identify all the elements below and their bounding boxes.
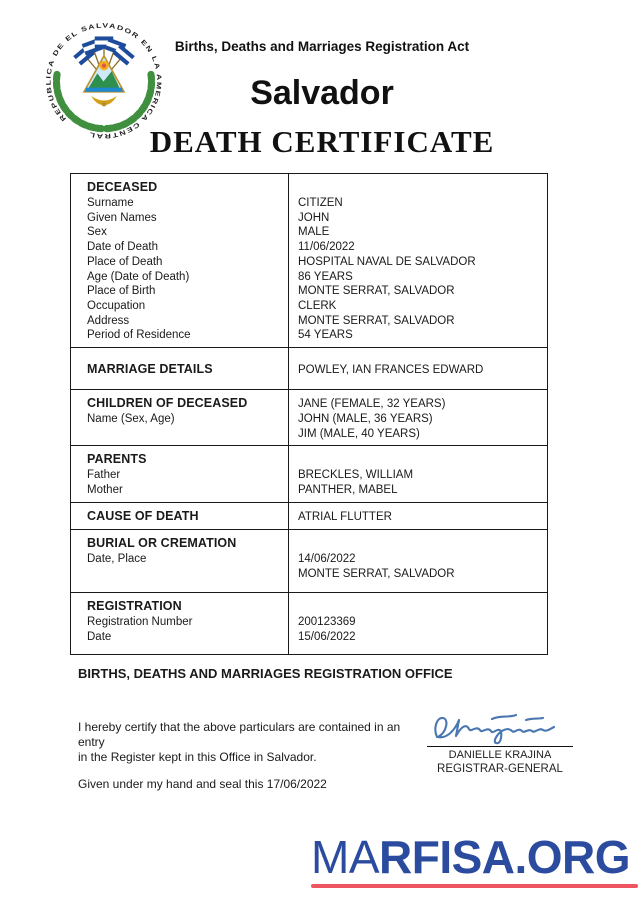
act-title: Births, Deaths and Marriages Registration Act bbox=[174, 39, 470, 54]
registrar-title: REGISTRAR-GENERAL bbox=[437, 762, 563, 775]
section-heading: CHILDREN OF DECEASED bbox=[87, 396, 248, 411]
field-label: Date of Death bbox=[87, 241, 158, 254]
section-marriage-details bbox=[71, 347, 547, 389]
field-value: MONTE SERRAT, SALVADOR bbox=[298, 285, 455, 298]
column-divider bbox=[288, 174, 289, 654]
field-row bbox=[71, 270, 547, 285]
marfisa-logo-bold: RFISA.ORG bbox=[379, 831, 631, 883]
certify-line-2: in the Register kept in this Office in Salvador. bbox=[78, 749, 317, 764]
seal-ring-text: REPUBLICA DE EL SALVADOR EN LA AMERICA CENTRAL bbox=[45, 22, 163, 140]
field-value: JIM (MALE, 40 YEARS) bbox=[298, 427, 420, 440]
marfisa-logo-light: MA bbox=[311, 831, 379, 883]
field-label: Place of Death bbox=[87, 255, 163, 268]
field-value: JANE (FEMALE, 32 YEARS) bbox=[298, 398, 446, 411]
field-label: Mother bbox=[87, 484, 123, 497]
field-value: 54 YEARS bbox=[298, 329, 353, 342]
field-label: Date bbox=[87, 630, 112, 643]
field-label: Name (Sex, Age) bbox=[87, 413, 175, 426]
field-label: Occupation bbox=[87, 299, 146, 312]
field-row bbox=[71, 255, 547, 270]
section-heading: PARENTS bbox=[87, 452, 147, 467]
field-row bbox=[71, 483, 547, 498]
registrar-signature bbox=[430, 710, 570, 746]
field-row bbox=[71, 240, 547, 255]
section-deceased bbox=[71, 174, 547, 347]
section-cause-of-death bbox=[71, 502, 547, 529]
field-row bbox=[71, 284, 547, 299]
section-heading: MARRIAGE DETAILS bbox=[87, 362, 213, 377]
registrar-name: DANIELLE KRAJINA bbox=[448, 749, 552, 761]
field-label: Surname bbox=[87, 197, 134, 209]
section-heading: CAUSE OF DEATH bbox=[87, 508, 199, 523]
field-value: 86 YEARS bbox=[298, 270, 353, 283]
section-children bbox=[71, 389, 547, 445]
field-value: JOHN bbox=[298, 211, 330, 224]
field-value: JOHN (MALE, 36 YEARS) bbox=[298, 413, 433, 426]
marfisa-logo-underline bbox=[311, 884, 638, 888]
field-value: 11/06/2022 bbox=[298, 241, 355, 254]
field-value: 200123369 bbox=[298, 616, 356, 629]
field-label: Given Names bbox=[87, 211, 157, 224]
field-value: 15/06/2022 bbox=[298, 630, 356, 643]
field-row bbox=[71, 630, 547, 645]
field-label: Date, Place bbox=[87, 552, 147, 565]
field-label: Period of Residence bbox=[87, 329, 191, 342]
section-heading: REGISTRATION bbox=[87, 599, 182, 614]
field-value: BRECKLES, WILLIAM bbox=[298, 469, 414, 482]
section-heading: DECEASED bbox=[87, 180, 158, 194]
field-value: POWLEY, IAN FRANCES EDWARD bbox=[298, 364, 484, 377]
field-value: MONTE SERRAT, SALVADOR bbox=[298, 314, 455, 327]
field-label: Age (Date of Death) bbox=[87, 270, 190, 283]
field-label: Father bbox=[87, 469, 121, 482]
signature-block bbox=[418, 710, 582, 776]
field-row bbox=[71, 225, 547, 240]
field-label: Address bbox=[87, 314, 130, 327]
field-row bbox=[71, 328, 547, 343]
field-label: Sex bbox=[87, 226, 107, 239]
field-value: MONTE SERRAT, SALVADOR bbox=[298, 567, 455, 580]
section-parents bbox=[71, 445, 547, 501]
section-registration bbox=[71, 592, 547, 653]
field-label: Place of Birth bbox=[87, 285, 156, 298]
field-value: HOSPITAL NAVAL DE SALVADOR bbox=[298, 255, 476, 268]
signature-line bbox=[427, 746, 573, 747]
document-title: DEATH CERTIFICATE bbox=[149, 124, 495, 159]
field-row bbox=[71, 314, 547, 329]
field-value: 14/06/2022 bbox=[298, 552, 356, 565]
marfisa-logo bbox=[311, 833, 638, 881]
field-value: MALE bbox=[298, 226, 330, 239]
field-row bbox=[71, 615, 547, 630]
field-value: PANTHER, MABEL bbox=[298, 484, 398, 497]
field-row bbox=[71, 468, 547, 483]
section-burial bbox=[71, 529, 547, 592]
field-value: ATRIAL FLUTTER bbox=[298, 510, 392, 523]
certify-line-1: I hereby certify that the above particulars are contained in an entry bbox=[78, 720, 401, 749]
section-heading: BURIAL OR CREMATION bbox=[87, 535, 237, 550]
given-under-hand-line: Given under my hand and seal this 17/06/2022 bbox=[78, 777, 327, 791]
field-label: Registration Number bbox=[87, 616, 193, 629]
field-row bbox=[71, 299, 547, 314]
certification-statement bbox=[78, 720, 428, 764]
field-value: CLERK bbox=[298, 299, 337, 312]
field-value: CITIZEN bbox=[298, 197, 343, 209]
field-row bbox=[71, 196, 547, 211]
field-row bbox=[71, 211, 547, 226]
country-title: Salvador bbox=[250, 74, 394, 112]
registration-office-heading: BIRTHS, DEATHS AND MARRIAGES REGISTRATION OFFICE bbox=[78, 666, 453, 681]
certificate-table bbox=[70, 173, 548, 655]
